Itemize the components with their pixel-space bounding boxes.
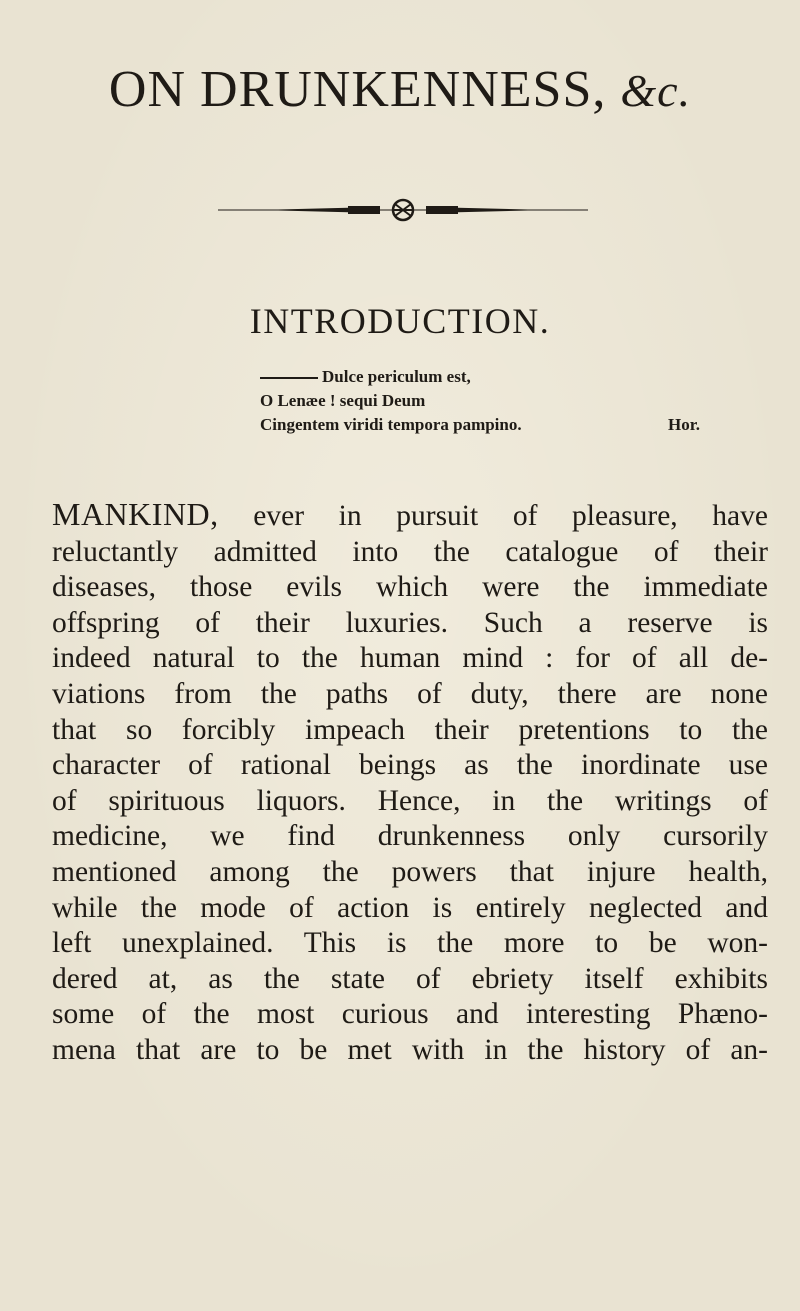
epigraph-line-1-text: Dulce periculum est, [322, 367, 471, 386]
running-title-etc: &c. [620, 65, 692, 116]
body-line: mena that are to be met with in the history of an- [52, 1033, 768, 1066]
body-line: mentioned among the powers that injure health, [52, 855, 768, 888]
body-line: left unexplained. This is the more to be won- [52, 927, 768, 960]
body-first-word: MANKIND, [52, 496, 219, 532]
body-line: while the mode of action is entirely neglected and [52, 891, 768, 924]
section-heading: INTRODUCTION. [249, 301, 551, 341]
body-line: dered at, as the state of ebriety itself exhibits [52, 962, 768, 995]
epigraph-author: Hor. [668, 415, 700, 434]
epigraph [260, 365, 700, 437]
body-line: offspring of their luxuries. Such a reserve is [52, 606, 768, 639]
body-line: of spirituous liquors. Hence, in the writings of [52, 784, 768, 817]
body-line: that so forcibly impeach their pretentions to the [52, 713, 768, 746]
body-line-1 [52, 497, 768, 535]
body-line: diseases, those evils which were the immediate [52, 571, 768, 604]
body-line: viations from the paths of duty, there are none [52, 677, 768, 710]
body-line: medicine, we find drunkenness only cursorily [52, 820, 768, 853]
ornament-rule-icon [218, 198, 588, 222]
body-paragraph [52, 497, 768, 1069]
body-line: reluctantly admitted into the catalogue of their [52, 535, 768, 568]
running-title [0, 60, 800, 119]
epigraph-line-1 [260, 365, 700, 389]
body-line: indeed natural to the human mind : for of all de- [52, 642, 768, 675]
epigraph-line-2: O Lenæe ! sequi Deum [260, 391, 426, 410]
body-line: character of rational beings as the inordinate use [52, 749, 768, 782]
body-line: some of the most curious and interesting Phæno- [52, 998, 768, 1031]
epigraph-dash [260, 377, 318, 379]
epigraph-line-3: Cingentem viridi tempora pampino. [260, 415, 522, 434]
body-line-1-text: ever in pursuit of pleasure, have [218, 500, 768, 532]
running-title-text: ON DRUNKENNESS, [108, 61, 607, 118]
